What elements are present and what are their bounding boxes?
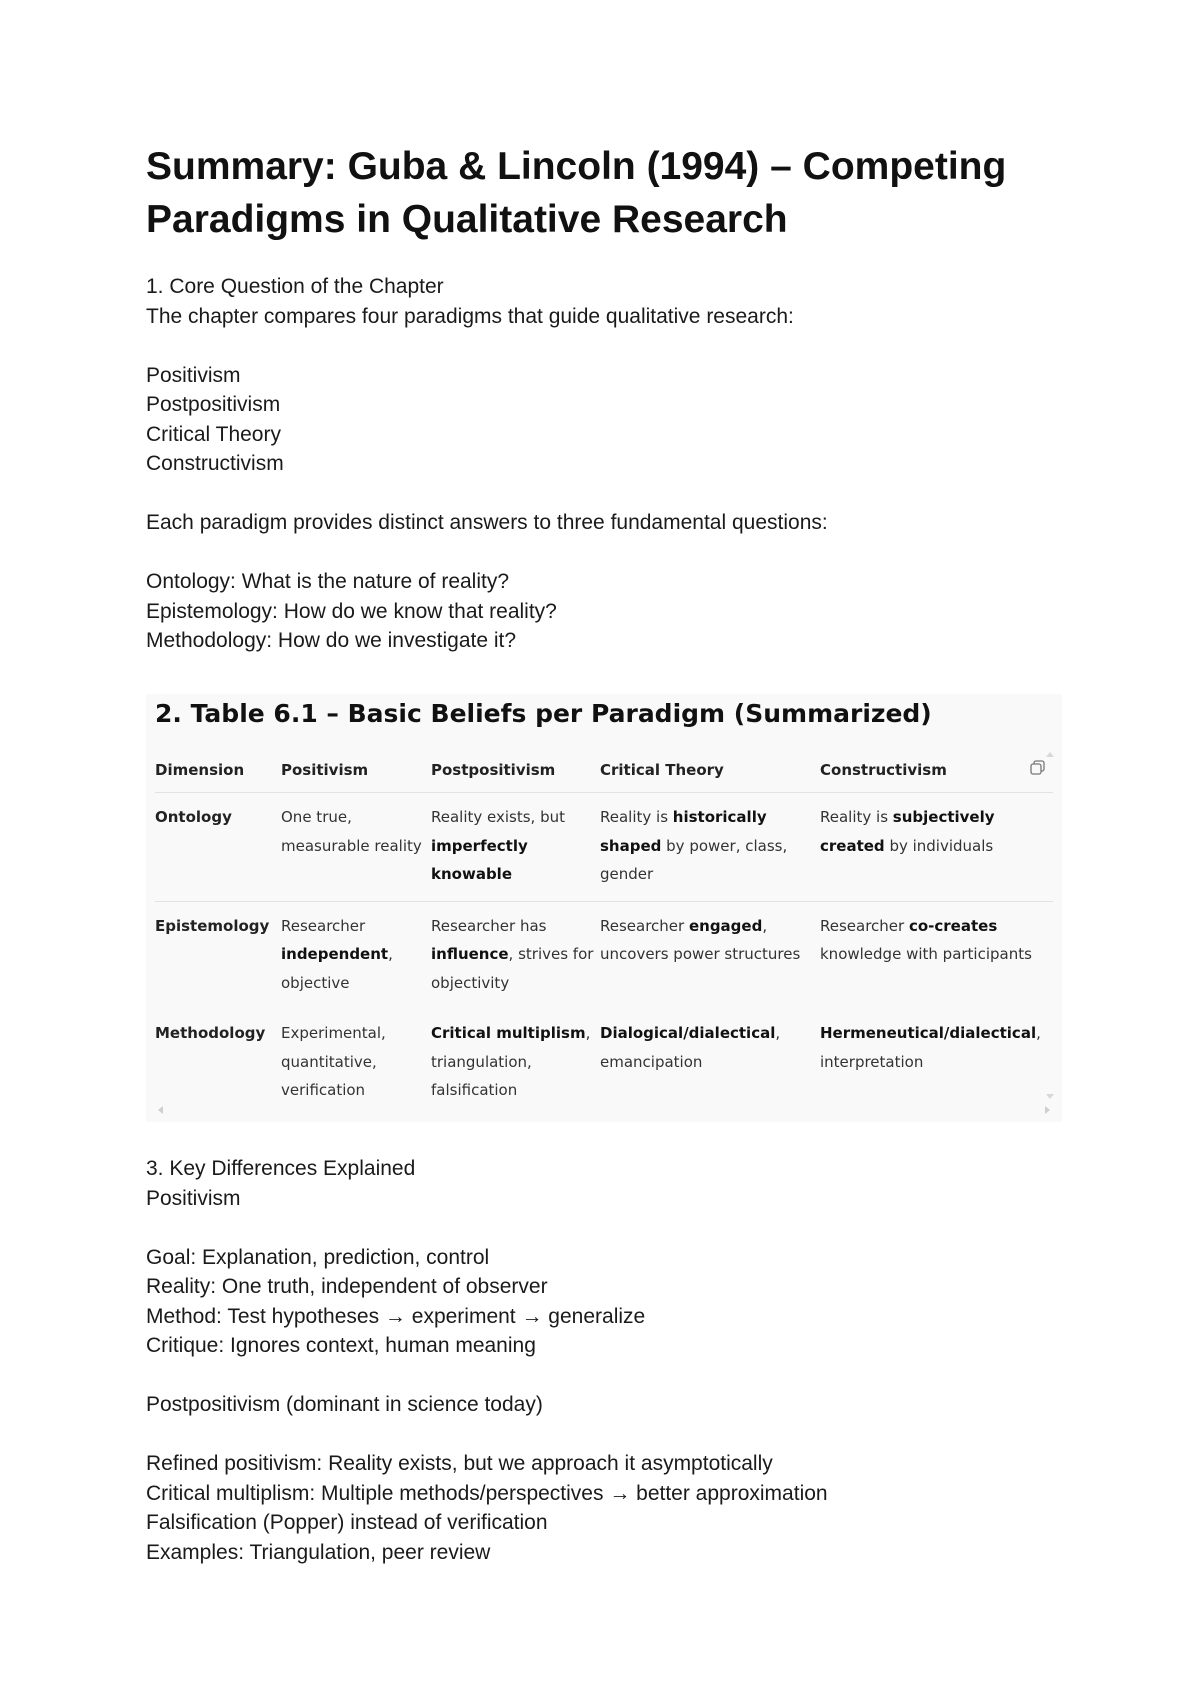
table-cell (820, 1009, 1053, 1117)
paradigm-item: Postpositivism (146, 393, 281, 416)
postpositivism-point: Examples: Triangulation, peer review (146, 1540, 491, 1564)
cell-bold-text: co-creates (908, 916, 998, 935)
section-1-heading: 1. Core Question of the Chapter (146, 275, 444, 298)
table-cell (600, 1009, 820, 1117)
table-row (155, 1009, 1053, 1117)
postpositivism-title: Postpositivism (dominant in science today) (146, 1393, 543, 1416)
cell-text: knowledge with participants (820, 945, 1032, 963)
positivism-point: Goal: Explanation, prediction, control (146, 1245, 490, 1269)
cell-bold-text: independent (281, 945, 389, 963)
column-header: Constructivism (820, 748, 1053, 793)
cell-text: , triangulation, falsification (431, 1024, 591, 1099)
spacer (146, 1361, 1066, 1391)
section-1-intro: The chapter compares four paradigms that guide qualitative research: (146, 304, 794, 328)
table-row (155, 793, 1053, 902)
cell-text: Reality is (820, 808, 893, 826)
table-cell (281, 901, 431, 1009)
cell-text: Researcher (820, 916, 909, 935)
spacer (146, 538, 1066, 568)
table-cell: Experimental, quantitative, verification (281, 1024, 386, 1099)
spacer (146, 1420, 1066, 1450)
section-3 (146, 1154, 1066, 1567)
paradigm-item: Critical Theory (146, 422, 281, 446)
cell-text: Reality is (600, 808, 673, 826)
cell-bold-text: Critical multiplism (431, 1024, 586, 1042)
cell-text: by power, class, gender (600, 836, 788, 883)
table-cell (820, 793, 1053, 902)
page-title: Summary: Guba & Lincoln (1994) – Competing Paradigms in Qualitative Research (146, 145, 1007, 241)
column-header: Postpositivism (431, 748, 600, 793)
questions-intro: Each paradigm provides distinct answers to three fundamental questions: (146, 511, 828, 534)
cell-bold-text: Hermeneutical/dialectical (820, 1024, 1037, 1042)
document-body (146, 140, 1066, 656)
scroll-down-arrow-icon[interactable] (1046, 1094, 1054, 1099)
cell-text: Researcher (600, 916, 689, 935)
table-cell (820, 901, 1053, 1009)
cell-bold-text: influence (431, 945, 509, 963)
spacer (146, 1213, 1066, 1243)
table-cell (600, 901, 820, 1009)
cell-bold-text: engaged (688, 916, 763, 935)
spacer (146, 331, 1066, 361)
scroll-up-arrow-icon[interactable] (1046, 752, 1054, 757)
postpositivism-point: Refined positivism: Reality exists, but we approach it asymptotically (146, 1452, 773, 1475)
column-header: Positivism (281, 748, 431, 793)
cell-text: by individuals (884, 836, 994, 855)
question-item: Ontology: What is the nature of reality? (146, 570, 510, 593)
cell-text: , objective (281, 945, 393, 992)
positivism-point: Critique: Ignores context, human meaning (146, 1334, 536, 1357)
postpositivism-point: Falsification (Popper) instead of verification (146, 1511, 548, 1534)
question-item: Methodology: How do we investigate it? (146, 629, 517, 652)
cell-text: , interpretation (820, 1024, 1041, 1071)
postpositivism-point: Critical multiplism: Multiple methods/perspectives → better approximation (146, 1481, 828, 1505)
positivism-title: Positivism (146, 1186, 241, 1210)
column-header: Dimension (155, 748, 281, 793)
table-cell (431, 1009, 600, 1117)
positivism-point: Method: Test hypotheses → experiment → generalize (146, 1304, 646, 1328)
cell-bold-text: imperfectly knowable (431, 836, 528, 883)
paradigm-item: Positivism (146, 363, 241, 387)
scroll-left-arrow-icon[interactable] (158, 1106, 163, 1114)
table-cell (431, 793, 600, 902)
cell-text: , strives for objectivity (431, 945, 594, 992)
table-cell: One true, measurable reality (281, 793, 431, 902)
table-screenshot (146, 694, 1062, 1122)
dimension-cell: Methodology (155, 1024, 266, 1042)
cell-bold-text: Dialogical/dialectical (600, 1024, 776, 1042)
spacer (146, 479, 1066, 509)
section-3-heading: 3. Key Differences Explained (146, 1157, 416, 1180)
cell-text: Researcher (281, 916, 366, 935)
cell-text: , emancipation (600, 1024, 781, 1071)
dimension-cell: Ontology (155, 793, 281, 902)
cell-bold-text: historically shaped (600, 808, 767, 855)
cell-bold-text: subjectively created (820, 808, 995, 855)
table-heading: 2. Table 6.1 – Basic Beliefs per Paradigm (Summarized) (155, 699, 932, 728)
table-row (155, 901, 1053, 1009)
cell-text: , uncovers power structures (600, 916, 801, 963)
question-item: Epistemology: How do we know that reality? (146, 599, 557, 623)
positivism-point: Reality: One truth, independent of observer (146, 1275, 548, 1298)
table-cell (431, 901, 600, 1009)
table-cell (600, 793, 820, 902)
cell-text: Reality exists, but (431, 808, 565, 826)
table-header-row (155, 748, 1053, 793)
dimension-cell: Epistemology (155, 916, 270, 935)
beliefs-table (155, 748, 1053, 1117)
cell-text: Researcher has (431, 916, 547, 935)
paradigm-item: Constructivism (146, 452, 284, 475)
column-header: Critical Theory (600, 748, 820, 793)
scroll-right-arrow-icon[interactable] (1045, 1106, 1050, 1114)
